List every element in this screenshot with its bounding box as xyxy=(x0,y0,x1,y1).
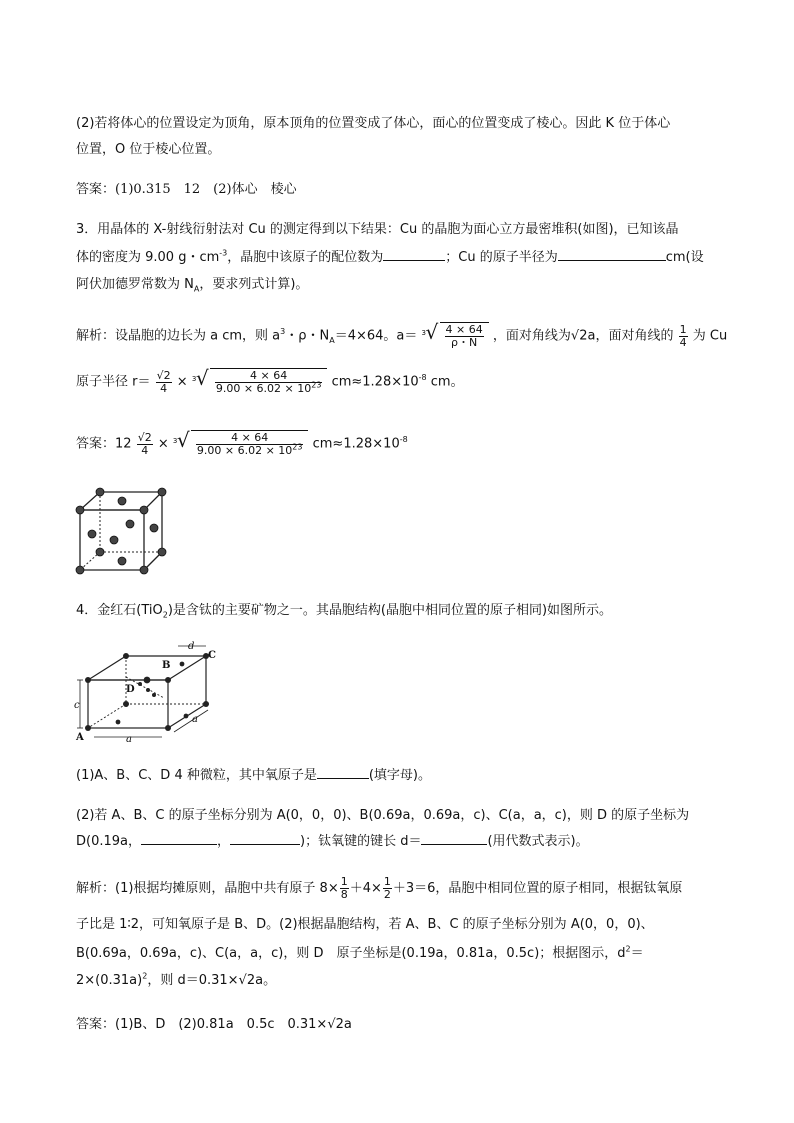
label-C: C xyxy=(208,650,216,661)
fraction-one-quarter: $\frac{1}{4}$ xyxy=(679,322,687,349)
label-B: B xyxy=(162,660,171,671)
answer3-cube-root: 3 √ $\frac{4 \times 64}{9.00 \times 6.02 \times 10^{23}}$ xyxy=(173,430,309,458)
blank-radius[interactable] xyxy=(558,246,666,261)
label-a: a xyxy=(126,734,132,745)
fraction-sqrt2-over-4: $\frac{√2}{4}$ xyxy=(156,368,171,395)
fcc-unit-cell-figure xyxy=(70,484,174,580)
sol3-line2: 原子半径 r＝ $\frac{√2}{4}$ × 3 √ $\frac{4 \times 64}{9.00 \times 6.02 \times 10^{23}}$ $cm\approx 1.28\times 10^{-8}$ cm。 xyxy=(76,366,464,395)
blank-d-y[interactable] xyxy=(141,830,217,845)
q4-sub1: (1)A、B、C、D 4 种微粒，其中氧原子是 (填字母)。 xyxy=(76,763,726,789)
answer-3: 答案：12 $\frac{√2}{4}$ × 3 √ $\frac{4 \times 64}{9.00 \times 6.02 \times 10^{23}}$ $cm\approx 1.28\times 10^{-8}$ xyxy=(76,428,408,457)
label-a-depth: a xyxy=(192,714,198,725)
q4-sub2-line2: D(0.19a， ， )；钛氧键的键长 d＝ (用代数式表示)。 xyxy=(76,829,726,855)
cube-root-radius: 3 √ $\frac{4 \times 64}{9.00 \times 6.02 \times 10^{23}}$ xyxy=(192,368,328,396)
label-A: A xyxy=(76,732,84,743)
fraction-one-half: $\frac{1}{2}$ xyxy=(383,875,391,901)
fraction-one-eighth: $\frac{1}{8}$ xyxy=(340,875,348,901)
sol4-line3: B(0.69a，0.69a，c)、C(a，a，c)，则 D 原子坐标是(0.19a，0.81a，0.5c)；根据图示，$d^2=$ xyxy=(76,944,644,961)
blank-oxygen[interactable] xyxy=(317,764,369,779)
cube-root-a: 3 √ $\frac{4 \times 64}{\rho・N}$ xyxy=(422,322,489,350)
label-d: d xyxy=(188,641,195,652)
q4-sub2-line1: (2)若 A、B、C 的原子坐标分别为 A(0，0，0)、B(0.69a，0.69a，c)、C(a，a，c)，则 D 的原子坐标为 xyxy=(76,808,690,823)
sol4-line1: 解析：(1)根据均摊原则，晶胞中共有原子 8× $\frac{1}{8}$ ＋4× $\frac{1}{2}$ ＋3＝6，晶胞中相同位置的原子相同，根据钛氧原 xyxy=(76,875,683,901)
q2-explanation-line1: (2)若将体心的位置设定为顶角，原本顶角的位置变成了体心，面心的位置变成了棱心。因此 K 位于体心 xyxy=(76,116,671,131)
blank-d-z[interactable] xyxy=(230,830,300,845)
sol4-line4: $2\times(0.31a)^2$，则 d＝0.31×√2a。 xyxy=(76,971,277,988)
answer-4: 答案：(1)B、D (2)0.81a 0.5c 0.31×√2a xyxy=(76,1017,352,1032)
blank-coordination[interactable] xyxy=(383,246,445,261)
label-D: D xyxy=(126,684,135,695)
answer-2: 答案：(1)0.315 12 (2)体心 棱心 xyxy=(76,182,297,197)
q3-line1: 3．用晶体的 X-射线衍射法对 Cu 的测定得到以下结果：Cu 的晶胞为面心立方最密堆积(如图)，已知该晶 xyxy=(76,222,679,237)
q2-explanation-line2: 位置，O 位于棱心位置。 xyxy=(76,142,221,157)
sol4-line2: 子比是 1∶2，可知氧原子是 B、D。(2)根据晶胞结构，若 A、B、C 的原子坐标分别为 A(0，0，0)、 xyxy=(76,917,654,932)
answer3-fraction-sqrt2-over-4: $\frac{√2}{4}$ xyxy=(137,430,152,457)
rutile-unit-cell-figure xyxy=(74,640,222,746)
q3-line2: 体的密度为 9.00 g・$cm^{-3}$，晶胞中该原子的配位数为 ；Cu 的原子半径为 cm(设 xyxy=(76,245,726,271)
q4-line1: 4．金红石(TiO$_2$)是含钛的主要矿物之一。其晶胞结构(晶胞中相同位置的原子相同)如图所示。 xyxy=(76,603,613,620)
sol3-line1: 解析：设晶胞的边长为 a cm，则 $a^3$・ρ・$N_A=4\times 64$。a＝ 3 √ $\frac{4 \times 64}{\rho・N}$ ，面对角线为√2a，面对角线的 $\frac{1}{4}$ 为 Cu xyxy=(76,320,728,349)
label-c: c xyxy=(74,700,80,711)
q3-line3: 阿伏加德罗常数为 $N_A$，要求列式计算)。 xyxy=(76,277,309,294)
blank-bond-length[interactable] xyxy=(421,830,487,845)
